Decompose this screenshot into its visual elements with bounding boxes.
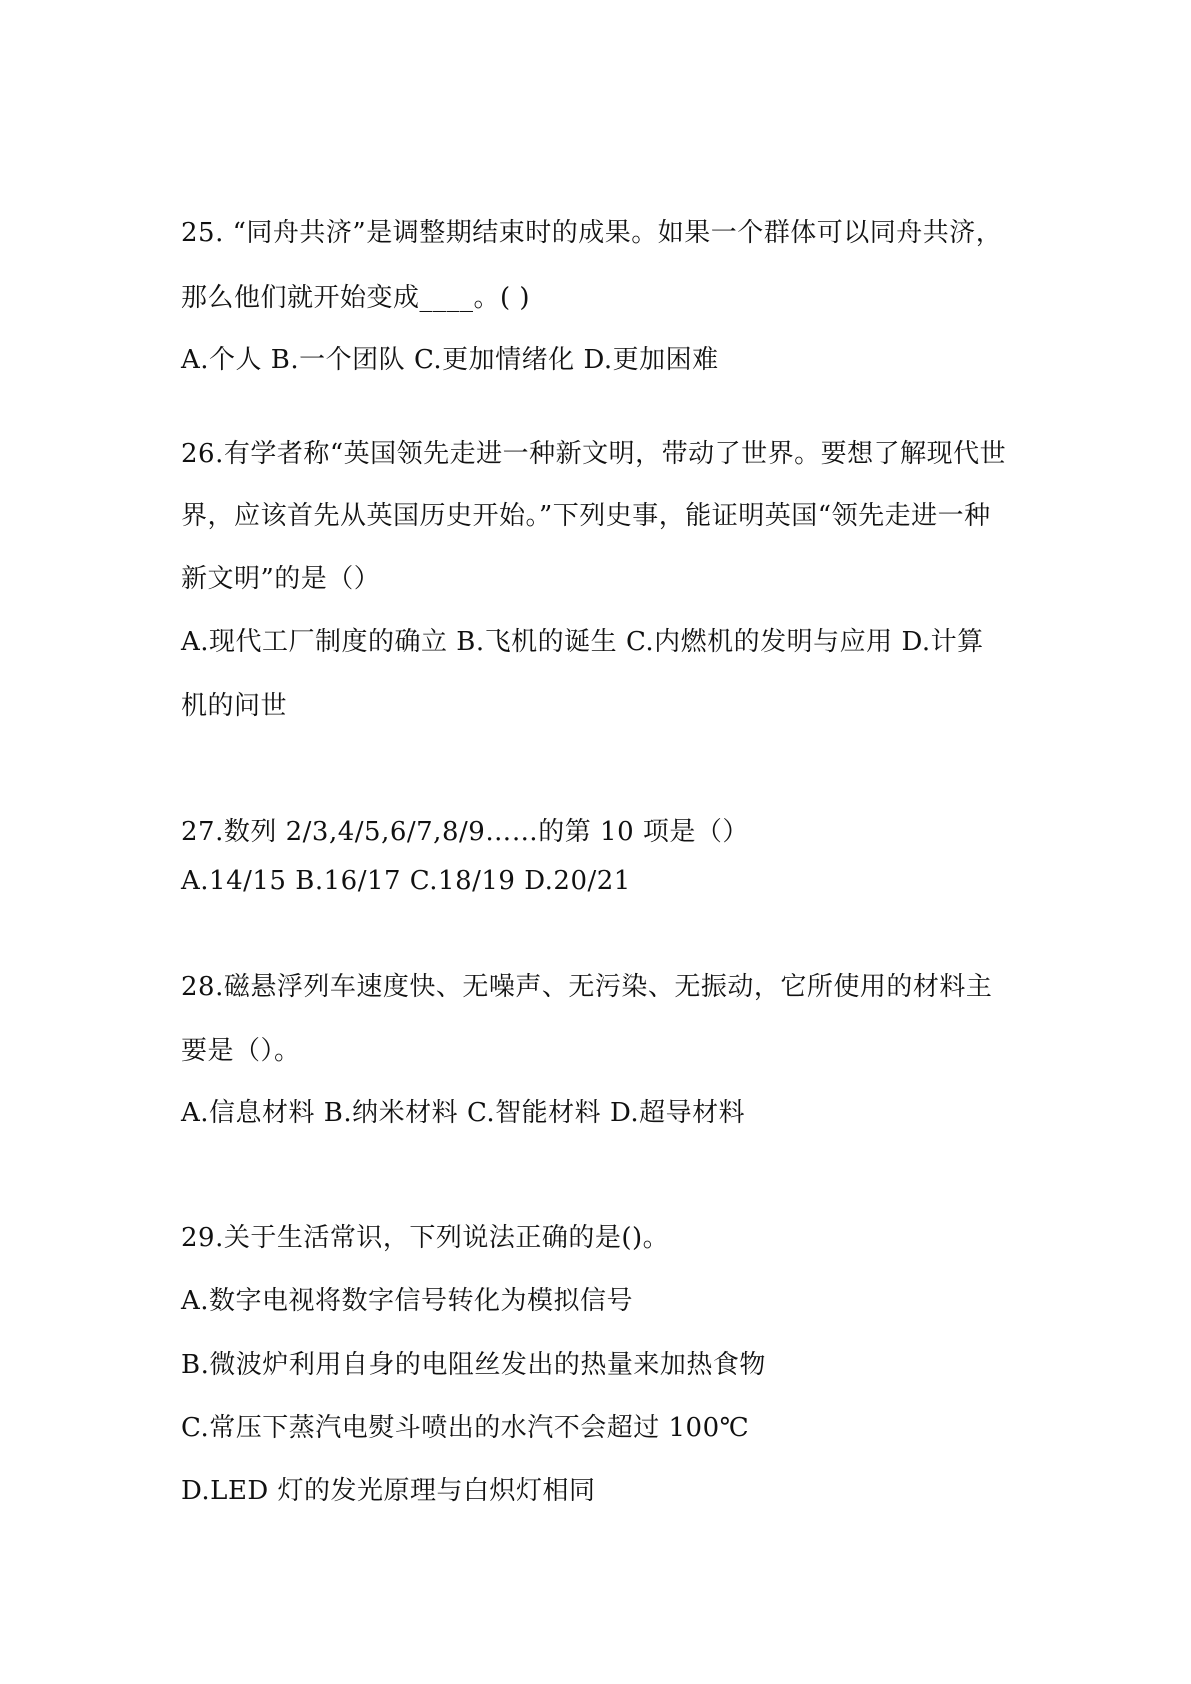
question-text-line: 28.磁悬浮列车速度快、无噪声、无污染、无振动，它所使用的材料主 <box>181 972 993 1002</box>
answer-option-b: B.微波炉利用自身的电阻丝发出的热量来加热食物 <box>181 1350 766 1380</box>
answer-option-c: C.常压下蒸汽电熨斗喷出的水汽不会超过 100℃ <box>181 1413 750 1443</box>
answer-options: A.14/15 B.16/17 C.18/19 D.20/21 <box>181 866 631 896</box>
question-text-line: 界，应该首先从英国历史开始。”下列史事，能证明英国“领先走进一种 <box>181 501 991 531</box>
question-text-line: 26.有学者称“英国领先走进一种新文明，带动了世界。要想了解现代世 <box>181 439 1007 469</box>
answer-options: A.现代工厂制度的确立 B.飞机的诞生 C.内燃机的发明与应用 D.计算 <box>181 627 984 657</box>
question-text-line: 要是（）。 <box>181 1036 301 1066</box>
answer-options: A.信息材料 B.纳米材料 C.智能材料 D.超导材料 <box>181 1098 746 1128</box>
question-text-line: 25. “同舟共济”是调整期结束时的成果。如果一个群体可以同舟共济， <box>181 218 1003 248</box>
answer-option-a: A.数字电视将数字信号转化为模拟信号 <box>181 1286 634 1316</box>
answer-option-d: D.LED 灯的发光原理与白炽灯相同 <box>181 1476 596 1506</box>
question-text-line: 新文明”的是（） <box>181 564 381 594</box>
answer-options: 机的问世 <box>181 691 288 721</box>
question-text-line: 27.数列 2/3,4/5,6/7,8/9……的第 10 项是（） <box>181 817 749 847</box>
question-text-line: 那么他们就开始变成____。( ) <box>181 283 531 313</box>
question-text-line: 29.关于生活常识，下列说法正确的是()。 <box>181 1223 670 1253</box>
answer-options: A.个人 B.一个团队 C.更加情绪化 D.更加困难 <box>181 345 719 375</box>
